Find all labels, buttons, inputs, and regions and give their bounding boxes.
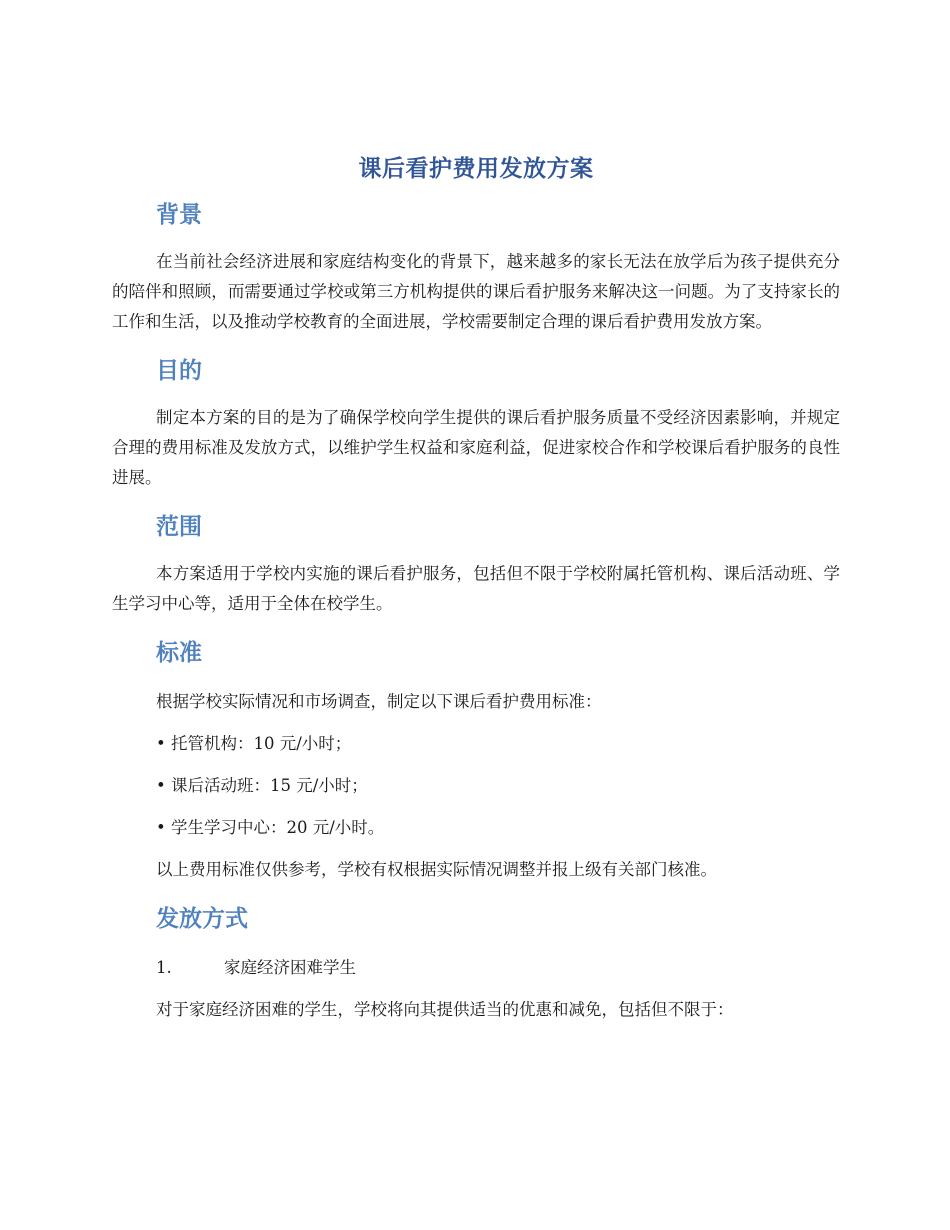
standard-note: 以上费用标准仅供参考，学校有权根据实际情况调整并报上级有关部门核准。 bbox=[156, 860, 717, 879]
paragraph-background: 在当前社会经济进展和家庭结构变化的背景下，越来越多的家长无法在放学后为孩子提供充分的陪伴和照顾，而需要通过学校或第三方机构提供的课后看护服务来解决这一问题。为了支持家长的工作和生活，以及推动学校教育的全面进展，学校需要制定合理的课后看护费用发放方案。 bbox=[112, 252, 840, 331]
heading-purpose: 目的 bbox=[156, 358, 202, 384]
heading-background: 背景 bbox=[156, 202, 202, 228]
document-page bbox=[112, 138, 840, 1037]
standard-item-activity-class: • 课后活动班：15 元/小时； bbox=[156, 776, 368, 795]
numbered-item-1 bbox=[156, 953, 840, 983]
heading-scope: 范围 bbox=[156, 514, 202, 540]
document-title: 课后看护费用发放方案 bbox=[358, 156, 594, 182]
heading-distribution: 发放方式 bbox=[156, 906, 248, 932]
paragraph-distribution: 对于家庭经济困难的学生，学校将向其提供适当的优惠和减免，包括但不限于： bbox=[156, 1000, 734, 1019]
heading-standard: 标准 bbox=[156, 640, 202, 666]
item-number: 1. bbox=[156, 958, 172, 977]
item-label: 家庭经济困难学生 bbox=[224, 958, 356, 977]
standard-item-custody: • 托管机构：10 元/小时； bbox=[156, 734, 352, 753]
paragraph-purpose: 制定本方案的目的是为了确保学校向学生提供的课后看护服务质量不受经济因素影响，并规定合理的费用标准及发放方式，以维护学生权益和家庭利益，促进家校合作和学校课后看护服务的良性进展。 bbox=[112, 408, 840, 487]
standard-item-learning-center: • 学生学习中心：20 元/小时。 bbox=[156, 818, 385, 837]
paragraph-scope: 本方案适用于学校内实施的课后看护服务，包括但不限于学校附属托管机构、课后活动班、学生学习中心等，适用于全体在校学生。 bbox=[112, 564, 840, 613]
standard-intro: 根据学校实际情况和市场调查，制定以下课后看护费用标准： bbox=[156, 692, 602, 711]
